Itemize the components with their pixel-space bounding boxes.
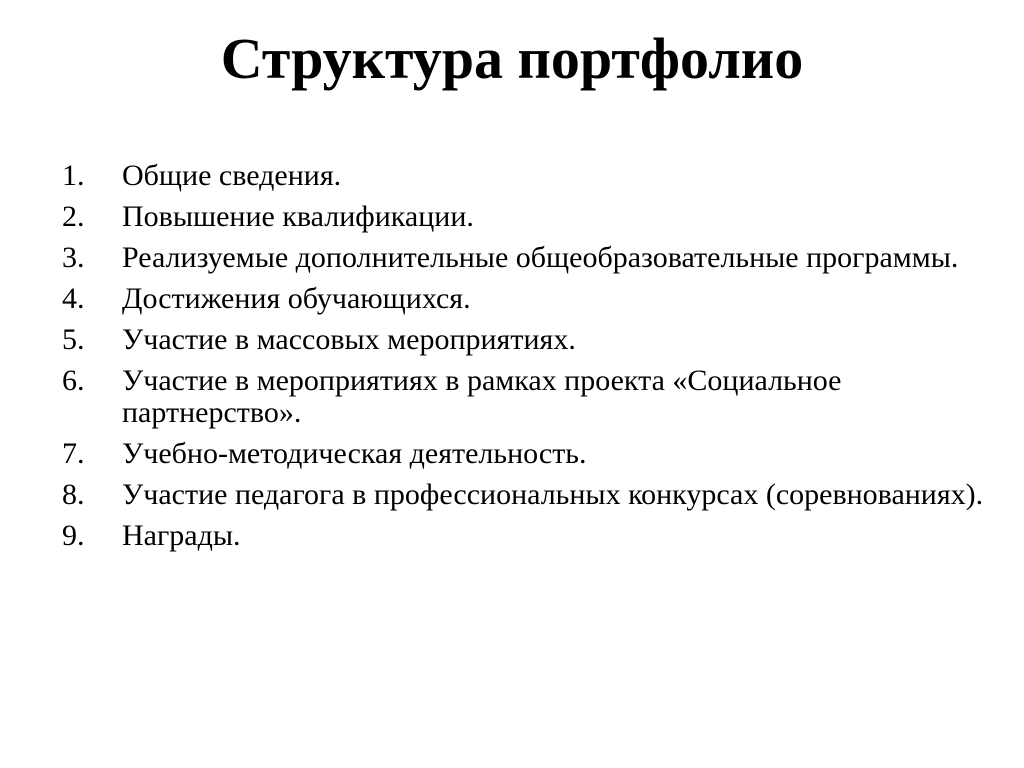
list-item — [62, 520, 992, 552]
list-item — [62, 283, 992, 315]
list-item-number: 8. — [62, 478, 85, 511]
list-item-number: 1. — [62, 159, 85, 192]
list-item-number: 2. — [62, 200, 85, 233]
list-item-text: Учебно-методическая деятельность. — [122, 437, 587, 470]
list-item — [62, 438, 992, 470]
list-item-text: Участие в мероприятиях в рамках проекта «Социальное партнерство». — [122, 364, 842, 429]
list-item — [62, 160, 992, 192]
list-item-number: 5. — [62, 323, 85, 356]
list-item-number: 9. — [62, 519, 85, 552]
slide-title: Структура портфолио — [220, 26, 804, 91]
list-item — [62, 242, 992, 274]
list-item — [62, 479, 992, 511]
list-item-text: Реализуемые дополнительные общеобразовательные программы. — [122, 241, 959, 274]
list-item-number: 7. — [62, 437, 85, 470]
portfolio-structure-list — [62, 160, 992, 561]
list-item-text: Повышение квалификации. — [122, 200, 474, 233]
list-item-text: Участие педагога в профессиональных конкурсах (соревнованиях). — [122, 478, 984, 511]
list-item — [62, 365, 992, 429]
list-item — [62, 201, 992, 233]
list-item-number: 6. — [62, 364, 85, 397]
list-item-number: 3. — [62, 241, 85, 274]
list-item-text: Награды. — [122, 519, 241, 552]
list-item-text: Достижения обучающихся. — [122, 282, 471, 315]
list-item-text: Участие в массовых мероприятиях. — [122, 323, 576, 356]
list-item — [62, 324, 992, 356]
list-item-number: 4. — [62, 282, 85, 315]
list-item-text: Общие сведения. — [122, 159, 342, 192]
